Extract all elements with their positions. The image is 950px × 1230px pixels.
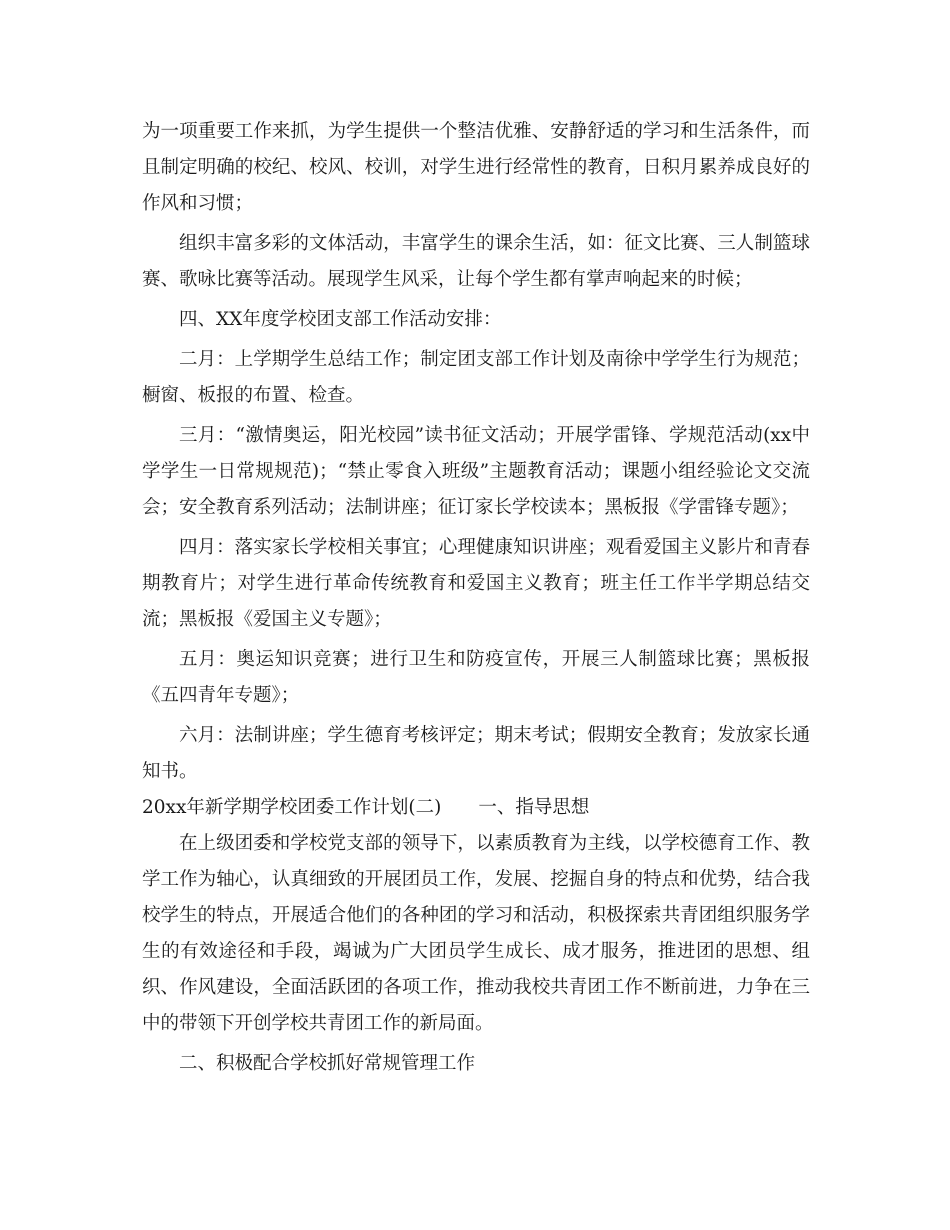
paragraph-7: 六月：法制讲座；学生德育考核评定；期末考试；假期安全教育；发放家长通知书。 — [142, 725, 810, 782]
paragraph-3: 二月：上学期学生总结工作；制定团支部工作计划及南徐中学学生行为规范；橱窗、板报的布置、检查。 — [142, 349, 810, 406]
paragraph-10: 二、积极配合学校抓好常规管理工作 — [179, 1053, 476, 1074]
paragraph-6: 五月：奥运知识竞赛；进行卫生和防疫宣传，开展三人制篮球比赛；黑板报《五四青年专题》； — [142, 649, 810, 706]
paragraph-2: 四、XX年度学校团支部工作活动安排： — [179, 309, 502, 330]
paragraph-0: 为一项重要工作来抓，为学生提供一个整洁优雅、安静舒适的学习和生活条件，而且制定明确的校纪、校风、校训，对学生进行经常性的教育，日积月累养成良好的作风和习惯； — [142, 121, 810, 214]
paragraph-9: 在上级团委和学校党支部的领导下，以素质教育为主线，以学校德育工作、教学工作为轴心，认真细致的开展团员工作，发展、挖掘自身的特点和优势，结合我校学生的特点，开展适合他们的各种团的学习和活动，积极探索共青团组织服务学生的有效途径和手段，竭诚为广大团员学生成长、成才服务，推进团的思想、组织、作风建设，全面活跃团的各项工作，推动我校共青团工作不断前进，力争在三中的带领下开创学校共青团工作的新局面。 — [142, 833, 810, 1034]
paragraph-5: 四月：落实家长学校相关事宜；心理健康知识讲座；观看爱国主义影片和青春期教育片；对学生进行革命传统教育和爱国主义教育；班主任工作半学期总结交流；黑板报《爱国主义专题》； — [142, 537, 810, 630]
document-body — [142, 114, 810, 1082]
paragraph-1: 组织丰富多彩的文体活动，丰富学生的课余生活，如：征文比赛、三人制篮球赛、歌咏比赛等活动。展现学生风采，让每个学生都有掌声响起来的时候； — [142, 233, 810, 290]
paragraph-4: 三月：“激情奥运，阳光校园”读书征文活动；开展学雷锋、学规范活动(xx中学学生一日常规规范)；“禁止零食入班级”主题教育活动；课题小组经验论文交流会；安全教育系列活动；法制讲座；征订家长学校读本；黑板报《学雷锋专题》； — [142, 425, 810, 518]
section-heading: 20xx年新学期学校团委工作计划(二) 一、指导思想 — [142, 797, 590, 818]
